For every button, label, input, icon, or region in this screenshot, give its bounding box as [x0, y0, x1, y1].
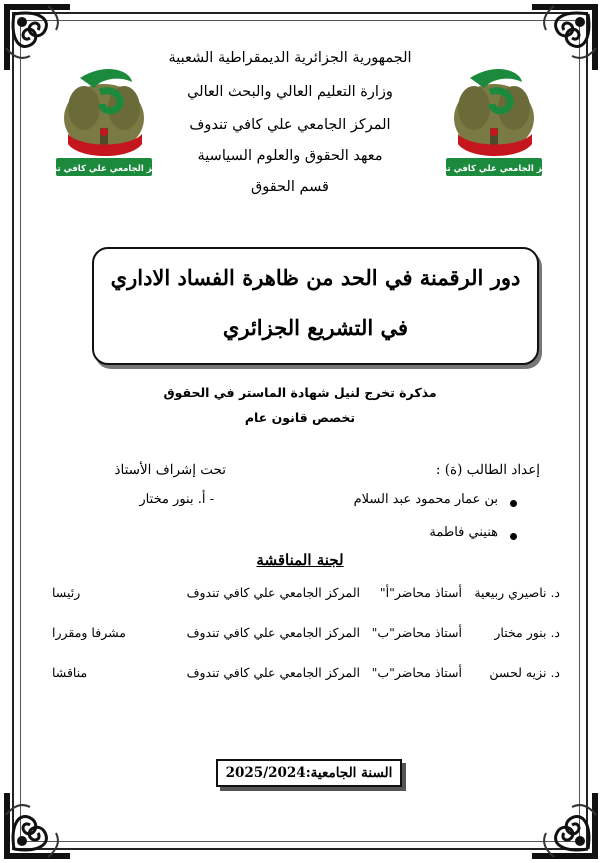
corner-ornament-bottom-left: [0, 785, 78, 863]
committee-member-rank: أستاذ محاضر"ب": [371, 665, 462, 680]
committee-member-name: د. نزيه لحسن: [489, 665, 560, 680]
university-logo-right: [423, 48, 565, 180]
committee-member-rank: أستاذ محاضر"ب": [371, 625, 462, 640]
supervisor-name: - أ. بنور مختار: [139, 492, 214, 507]
committee-member-institution: المركز الجامعي علي كافي تندوف: [186, 585, 360, 600]
student-bullet-2: [510, 533, 517, 540]
thesis-title-line-1: دور الرقمنة في الحد من ظاهرة الفساد الاداري: [110, 265, 521, 290]
committee-member-role: مشرفا ومقررا: [52, 625, 126, 640]
committee-member-name: د. بنور مختار: [494, 625, 560, 640]
committee-member-role: مناقشا: [52, 665, 88, 680]
corner-ornament-bottom-right: [524, 785, 602, 863]
student-name-2: هنيني فاطمة: [429, 525, 498, 540]
committee-member-role: رئيسا: [52, 585, 81, 600]
committee-title: لجنة المناقشة: [256, 551, 344, 569]
header-university-center: المركز الجامعي علي كافي تندوف: [189, 117, 391, 133]
academic-year: السنة الجامعية:2025/2024: [216, 759, 402, 787]
committee-row: [52, 585, 560, 605]
logo-caption-right: المركز الجامعي علي كافي تندوف: [423, 164, 565, 174]
header-institute: معهد الحقوق والعلوم السياسية: [197, 148, 383, 164]
committee-member-name: د. ناصيري ربيعية: [474, 585, 560, 600]
committee-row: [52, 625, 560, 645]
students-label: إعداد الطالب (ة) :: [435, 462, 540, 478]
committee-row: [52, 665, 560, 685]
header-department: قسم الحقوق: [250, 179, 329, 195]
header-republic: الجمهورية الجزائرية الديمقراطية الشعبية: [168, 50, 412, 66]
supervision-label: تحت إشراف الأستاذ: [114, 462, 226, 478]
committee-member-rank: أستاذ محاضر"أ": [379, 585, 462, 600]
logo-caption-left: المركز الجامعي علي كافي تندوف: [33, 164, 175, 174]
thesis-title-line-2: في التشريع الجزائري: [222, 315, 409, 340]
student-bullet-1: [510, 500, 517, 507]
header-ministry: وزارة التعليم العالي والبحث العالي: [187, 84, 393, 100]
committee-member-institution: المركز الجامعي علي كافي تندوف: [186, 665, 360, 680]
specialization: تخصص قانون عام: [244, 410, 356, 425]
thesis-title-box: [92, 247, 539, 365]
degree-statement: مذكرة تخرج لنيل شهادة الماستر في الحقوق: [163, 385, 437, 400]
student-name-1: بن عمار محمود عبد السلام: [353, 492, 498, 507]
committee-member-institution: المركز الجامعي علي كافي تندوف: [186, 625, 360, 640]
